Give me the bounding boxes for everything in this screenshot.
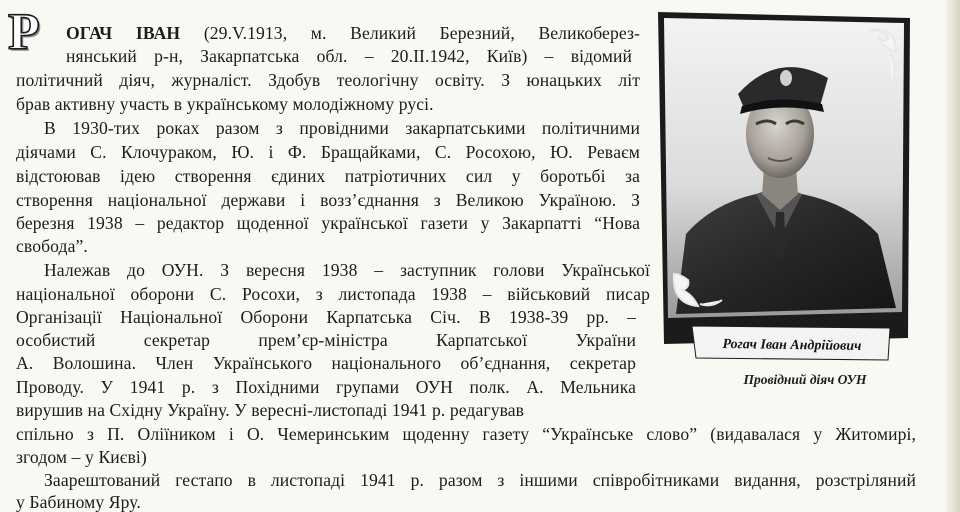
text-line-19: згодом – у Києві) — [16, 447, 147, 467]
text-line-16: Проводу. У 1941 р. з Похідними групами ОУН полк. А. Мельника — [16, 377, 636, 397]
text-line-9: березня 1938 – редактор щоденної української газети у Закарпатті “Нова — [16, 213, 640, 233]
text-line-18: спільно з П. Оліїником і О. Чемеринським щоденну газету “Українське слово” (видавалася у Житомирі, — [16, 424, 916, 444]
photo-caption: Провідний діяч ОУН — [743, 372, 867, 387]
text-line-10: свобода”. — [16, 236, 88, 256]
text-line-21: у Бабиному Яру. — [16, 492, 141, 512]
text-line-3: політичний діяч, журналіст. Здобув теологічну освіту. З юнацьких літ — [16, 70, 640, 90]
text-line-13: Організації Національної Оборони Карпатська Січ. В 1938-39 рр. – — [16, 307, 636, 327]
text-line-7: відстоював ідею створення єдиних патріотичних сил у боротьбі за — [16, 166, 640, 186]
portrait-photo-frame — [652, 8, 914, 376]
page-edge-shadow — [946, 0, 960, 512]
text-line-8: створення національної держави і возз’єднання з Великою Україною. З — [16, 190, 640, 210]
text-line-5: В 1930-тих роках разом з провідними закарпатськими політичними — [44, 118, 640, 138]
text-line-12: національної оборони С. Росохи, з листопада 1938 – військовий писар — [16, 284, 650, 304]
text-line-1-rest: (29.V.1913, м. Великий Березний, Великоберез- — [180, 23, 640, 43]
photo-signature: Рогач Іван Андрійович — [722, 337, 862, 354]
text-line-14: особистий секретар прем’єр-міністра Карпатської України — [16, 330, 636, 350]
name-heading: ОГАЧ ІВАН — [66, 23, 181, 43]
text-line-20: Заарештований гестапо в листопаді 1941 р. разом з іншими співробітниками видання, розстріляний — [44, 470, 916, 490]
text-line-2: нянський р-н, Закарпатська обл. – 20.ІІ.1942, Київ) – відомий — [66, 46, 632, 66]
portrait-photo — [652, 8, 914, 376]
text-line-1 — [66, 23, 640, 43]
text-line-6: діячами С. Клочураком, Ю. і Ф. Бращайками, С. Росохою, Ю. Ревaєм — [16, 142, 640, 162]
text-line-15: А. Волошина. Член Українського національного об’єднання, секретар — [16, 353, 636, 373]
drop-cap-letter: Р — [8, 4, 40, 61]
text-line-17: вирушив на Східну Україну. У вересні-листопаді 1941 р. редагував — [16, 400, 525, 420]
text-line-4: брав активну участь в українському молодіжному русі. — [16, 94, 434, 114]
text-line-11: Належав до ОУН. З вересня 1938 – заступник голови Української — [44, 260, 650, 280]
